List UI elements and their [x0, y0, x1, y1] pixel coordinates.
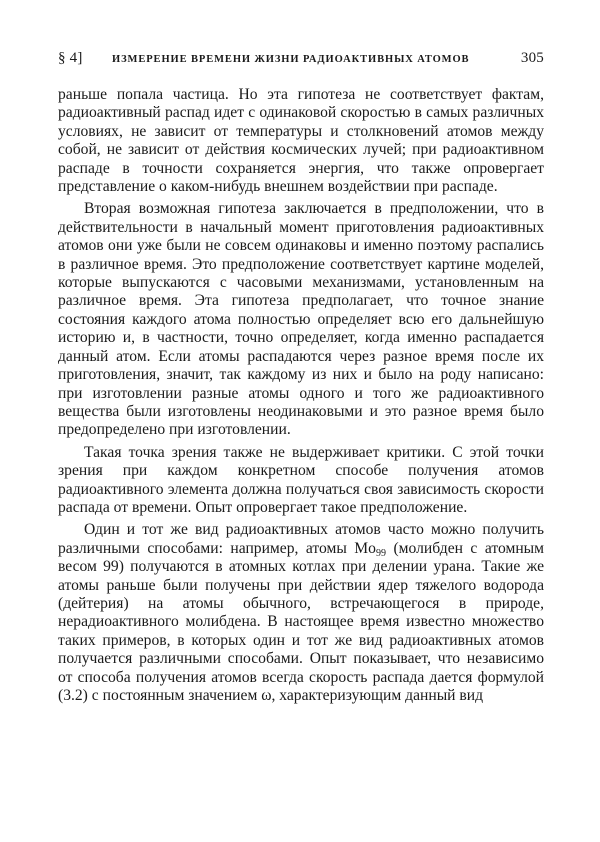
page-number: 305	[520, 50, 544, 66]
body-text	[58, 86, 544, 705]
running-head-title: ИЗМЕРЕНИЕ ВРЕМЕНИ ЖИЗНИ РАДИОАКТИВНЫХ АТОМОВ	[112, 54, 470, 65]
section-marker: § 4]	[58, 50, 83, 66]
book-page	[58, 50, 544, 706]
paragraph-second-hypothesis: Вторая возможная гипотеза заключается в предположении, что в действительности в начальный момент приготовления радиоактивных атомов они уже были не совсем одинаковы и именно поэтому распались в различное время. Это предположение соответствует картине моделей, которые выпускаются с часовыми механизмами, установленным на различное время. Эта гипотеза предполагает, что точное знание состояния каждого атома полностью определяет всю его дальнейшую историю и, в частности, точно определяет, когда именно распадается данный атом. Если атомы распадаются через разное время после их приготовления, значит, так каждому из них и было на роду написано: при изготовлении разные атомы одного и того же радиоактивного вещества были изготовлены неодинаковыми и это разное время было предопределено при изготовлении.	[58, 200, 544, 439]
paragraph-continuation: раньше попала частица. Но эта гипотеза не соответствует фактам, радиоактивный распад идет с одинаковой скоростью в самых различных условиях, не зависит от температуры и столкновений атомов между собой, не зависит от действия космических лучей; при радиоактивном распаде в точности сохраняется энергия, что также опровергает представление о каком-нибудь внешнем воздействии при распаде.	[58, 86, 544, 196]
running-head	[58, 50, 544, 80]
paragraph-critique: Такая точка зрения также не выдерживает критики. С этой точки зрения при каждом конкретном способе получения атомов радиоактивного элемента должна получаться своя зависимость скорости распада от времени. Опыт опровергает такое предположение.	[58, 443, 544, 516]
isotope-subscript: 99	[375, 547, 386, 559]
paragraph-molybdenum-example	[58, 521, 544, 705]
paragraph-text-after-symbol: (молибден с атомным весом 99) получаются в атомных котлах при делении урана. Такие же атомы раньше были получены при действии ядер тяжелого водорода (дейтерия) на атомы обычного, встречающегося в природе, нерадиоактивного молибдена. В настоящее время известно множество таких примеров, в которых один и тот же вид радиоактивных атомов получается различными способами. Опыт показывает, что независимо от способа получения атомов всегда скорость распада дается формулой (3.2) с постоянным значением ω, характеризующим данный вид	[58, 539, 545, 704]
paragraph-text-before-symbol: Один и тот же вид радиоактивных атомов часто можно получить различными способами: например, атомы Mo	[58, 521, 544, 557]
